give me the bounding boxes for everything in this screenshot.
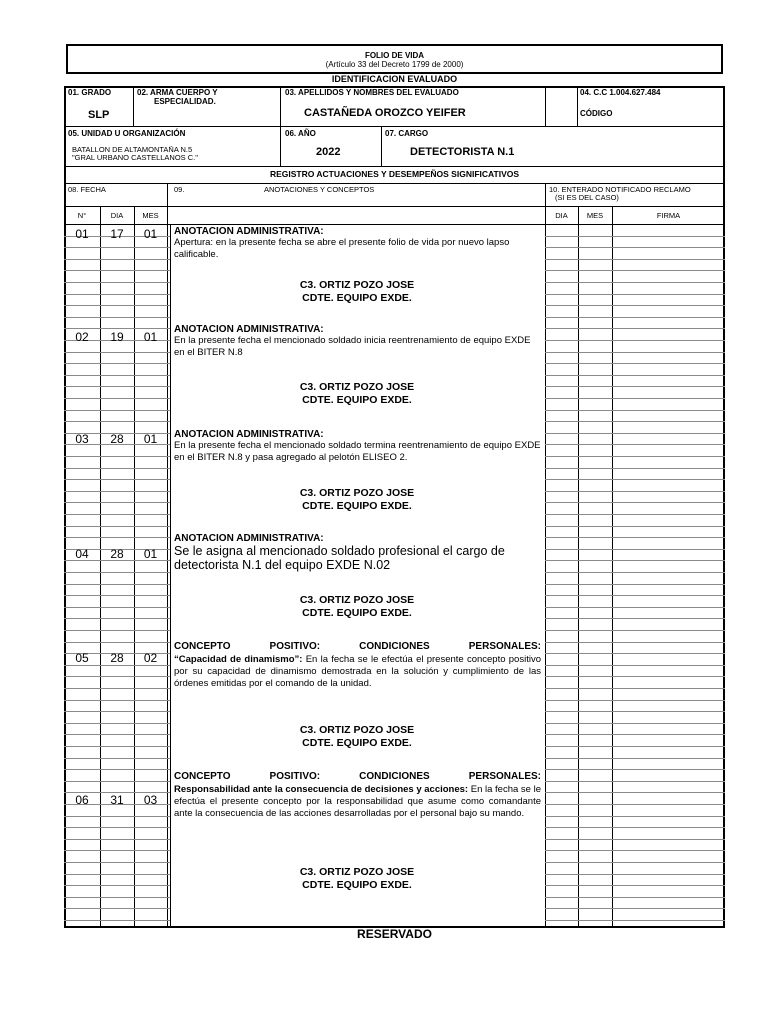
grid-line — [64, 259, 170, 260]
entry-day: 28 — [110, 651, 124, 665]
col-header-dia-2: DIA — [555, 211, 568, 220]
entry-body-text: Se le asigna al mencionado soldado profesional el cargo de detectorista N.1 del equipo EXDE N.02 — [174, 544, 505, 572]
entry-month: 01 — [143, 547, 158, 561]
grid-line — [64, 769, 170, 770]
unidad-value-2: "GRAL URBANO CASTELLANOS C." — [72, 154, 198, 162]
entry-title: ANOTACION ADMINISTRATIVA: — [174, 324, 324, 335]
entry-body-text: En la presente fecha el mencionado soldado inicia reentrenamiento de equipo EXDE en el BITER N.8 — [174, 335, 531, 358]
grid-line — [545, 908, 725, 909]
grid-line — [64, 584, 170, 585]
table-col-line — [170, 224, 171, 928]
signature-role: CDTE. EQUIPO EXDE. — [302, 737, 412, 749]
entry-day: 19 — [110, 330, 124, 344]
grid-line — [64, 676, 170, 677]
signature-name: C3. ORTIZ POZO JOSE — [299, 866, 415, 878]
grid-line — [64, 363, 170, 364]
anotaciones-label: ANOTACIONES Y CONCEPTOS — [264, 185, 375, 194]
grid-line — [64, 688, 170, 689]
col-divider — [280, 86, 281, 166]
entry-day: 31 — [110, 793, 124, 807]
arma-label-2: ESPECIALIDAD. — [154, 97, 216, 106]
grid-line — [64, 874, 170, 875]
grid-line — [545, 653, 725, 654]
entry-number: 01 — [75, 227, 89, 241]
entry-month: 02 — [143, 651, 158, 665]
entry-number: 06 — [75, 793, 89, 807]
grid-line — [545, 723, 725, 724]
grid-line — [545, 688, 725, 689]
grid-line — [545, 444, 725, 445]
grid-line — [545, 758, 725, 759]
signature-role: CDTE. EQUIPO EXDE. — [302, 500, 412, 512]
grid-line — [545, 294, 725, 295]
grid-line — [545, 491, 725, 492]
grid-line — [64, 468, 170, 469]
entry-month: 01 — [143, 432, 158, 446]
entry-body-text: En la presente fecha el mencionado soldado termina reentrenamiento de equipo EXDE en el BITER N.8 y pasa agregado al pelotón ELISEO 2. — [174, 440, 541, 463]
grid-line — [545, 514, 725, 515]
grid-line — [64, 386, 170, 387]
ano-value: 2022 — [316, 146, 341, 158]
grid-line — [64, 758, 170, 759]
grid-line — [545, 386, 725, 387]
enterado-label: 10. ENTERADO NOTIFICADO RECLAMO — [549, 185, 691, 194]
entry-number: 05 — [75, 651, 89, 665]
grid-line — [64, 665, 170, 666]
row-divider — [64, 126, 725, 127]
grid-line — [64, 410, 170, 411]
grid-line — [545, 549, 725, 550]
grid-line — [64, 421, 170, 422]
ano-label: 06. AÑO — [285, 129, 316, 138]
grid-line — [545, 607, 725, 608]
col-header-mes-2: MES — [586, 211, 604, 220]
grid-line — [64, 850, 170, 851]
entry-day: 28 — [110, 432, 124, 446]
grid-line — [545, 792, 725, 793]
signature-name: C3. ORTIZ POZO JOSE — [299, 724, 415, 736]
section-identificacion: IDENTIFICACION EVALUADO — [331, 74, 458, 84]
grid-line — [64, 398, 170, 399]
entry-number: 03 — [75, 432, 89, 446]
col-divider — [545, 86, 546, 126]
cc-label: 04. C.C 1.004.627.484 — [580, 88, 661, 97]
col-header-n: N° — [77, 211, 87, 220]
grid-line — [545, 433, 725, 434]
grid-line — [545, 328, 725, 329]
entry-number: 02 — [75, 330, 89, 344]
entry-month: 01 — [143, 330, 158, 344]
grid-line — [64, 247, 170, 248]
grid-line — [545, 537, 725, 538]
grid-line — [545, 618, 725, 619]
arma-label: 02. ARMA CUERPO Y — [137, 88, 218, 97]
enterado-label-2: (SI ES DEL CASO) — [555, 193, 619, 202]
cargo-label: 07. CARGO — [385, 129, 429, 138]
grid-line — [545, 642, 725, 643]
grid-line — [545, 769, 725, 770]
grid-line — [545, 375, 725, 376]
grid-line — [64, 839, 170, 840]
nombres-value: CASTAÑEDA OROZCO YEIFER — [304, 107, 466, 119]
entry-title: ANOTACION ADMINISTRATIVA: — [174, 226, 324, 237]
grid-line — [64, 885, 170, 886]
grid-line — [545, 305, 725, 306]
grid-line — [545, 502, 725, 503]
grid-line — [545, 781, 725, 782]
entry-month: 01 — [143, 227, 158, 241]
grid-line — [545, 421, 725, 422]
entry-day: 28 — [110, 547, 124, 561]
anotaciones-num: 09. — [174, 185, 185, 194]
grid-line — [545, 665, 725, 666]
entry-body — [174, 440, 541, 464]
row-divider — [64, 166, 725, 167]
grid-line — [545, 897, 725, 898]
grid-line — [64, 630, 170, 631]
grid-line — [545, 700, 725, 701]
signature-role: CDTE. EQUIPO EXDE. — [302, 879, 412, 891]
col-header-dia: DIA — [110, 211, 124, 220]
signature-role: CDTE. EQUIPO EXDE. — [302, 292, 412, 304]
grid-line — [545, 885, 725, 886]
row-divider — [64, 183, 725, 184]
grid-line — [545, 920, 725, 921]
grid-line — [545, 746, 725, 747]
grid-line — [64, 711, 170, 712]
fecha-label: 08. FECHA — [68, 185, 106, 194]
grid-line — [64, 305, 170, 306]
table-col-line — [612, 206, 613, 928]
grid-line — [545, 270, 725, 271]
entry-body — [174, 784, 541, 820]
grid-line — [64, 746, 170, 747]
table-col-line — [578, 206, 579, 928]
grid-line — [545, 247, 725, 248]
entry-body-text: Apertura: en la presente fecha se abre el presente folio de vida por nuevo lapso calificable. — [174, 237, 510, 260]
grid-line — [545, 236, 725, 237]
unidad-label: 05. UNIDAD U ORGANIZACIÓN — [68, 129, 186, 138]
grid-line — [64, 282, 170, 283]
grid-line — [64, 491, 170, 492]
grid-line — [545, 584, 725, 585]
grid-line — [64, 270, 170, 271]
signature-role: CDTE. EQUIPO EXDE. — [302, 394, 412, 406]
col-header-firma: FIRMA — [656, 211, 681, 220]
col-divider — [133, 86, 134, 126]
grid-line — [64, 294, 170, 295]
grid-line — [64, 700, 170, 701]
document-subtitle: (Artículo 33 del Decreto 1799 de 2000) — [325, 60, 464, 69]
col-divider — [381, 126, 382, 166]
grid-line — [64, 595, 170, 596]
col-header-mes: MES — [142, 211, 159, 220]
grado-value: SLP — [88, 109, 110, 121]
grid-line — [64, 908, 170, 909]
grid-line — [545, 479, 725, 480]
grid-line — [64, 537, 170, 538]
col-divider — [577, 86, 578, 126]
entry-title: CONCEPTO POSITIVO: CONDICIONES PERSONALES: — [174, 771, 541, 782]
grid-line — [64, 642, 170, 643]
cargo-value: DETECTORISTA N.1 — [410, 146, 515, 158]
entry-body — [174, 335, 541, 359]
grid-line — [545, 874, 725, 875]
grid-line — [64, 827, 170, 828]
grid-line — [545, 850, 725, 851]
signature-name: C3. ORTIZ POZO JOSE — [299, 381, 415, 393]
grid-line — [545, 630, 725, 631]
signature-name: C3. ORTIZ POZO JOSE — [299, 594, 415, 606]
grid-line — [64, 816, 170, 817]
entry-title: CONCEPTO POSITIVO: CONDICIONES PERSONALES: — [174, 641, 541, 652]
grid-line — [64, 781, 170, 782]
entry-body-text: En la fecha se le efectúa el presente concepto por la responsabilidad que asume como comandante ante la consecuencia de las acciones desarrolladas por el personal bajo su mando. — [174, 784, 541, 819]
entry-number: 04 — [75, 547, 89, 561]
entry-body-text: En la fecha se le efectúa el presente concepto positivo por su capacidad de dinamismo demostrada en la solución y cumplimiento de las órdenes emitidas por el comando de la unidad. — [174, 654, 541, 689]
document-title: FOLIO DE VIDA — [364, 51, 425, 60]
grado-label: 01. GRADO — [68, 88, 112, 97]
entry-body — [174, 654, 541, 690]
unidad-value-1: BATALLON DE ALTAMONTAÑA N.5 — [72, 146, 193, 154]
grid-line — [64, 734, 170, 735]
grid-line — [64, 526, 170, 527]
grid-line — [64, 375, 170, 376]
grid-line — [545, 317, 725, 318]
grid-line — [545, 804, 725, 805]
entry-title: ANOTACION ADMINISTRATIVA: — [174, 429, 324, 440]
nombres-label: 03. APELLIDOS Y NOMBRES DEL EVALUADO — [285, 88, 459, 97]
grid-line — [545, 816, 725, 817]
reservado-footer: RESERVADO — [357, 927, 432, 941]
signature-role: CDTE. EQUIPO EXDE. — [302, 607, 412, 619]
grid-line — [64, 723, 170, 724]
grid-line — [545, 456, 725, 457]
signature-name: C3. ORTIZ POZO JOSE — [299, 279, 415, 291]
grid-line — [64, 514, 170, 515]
table-col-line — [100, 206, 101, 928]
grid-line — [64, 618, 170, 619]
grid-line — [64, 862, 170, 863]
grid-line — [545, 352, 725, 353]
grid-line — [545, 862, 725, 863]
grid-line — [64, 456, 170, 457]
grid-line — [545, 572, 725, 573]
grid-line — [64, 317, 170, 318]
entry-body — [174, 544, 541, 572]
grid-line — [64, 352, 170, 353]
grid-line — [64, 328, 170, 329]
signature-name: C3. ORTIZ POZO JOSE — [299, 487, 415, 499]
grid-line — [545, 363, 725, 364]
grid-line — [64, 607, 170, 608]
registro-title: REGISTRO ACTUACIONES Y DESEMPEÑOS SIGNIFICATIVOS — [269, 169, 520, 179]
entry-body — [174, 237, 541, 261]
grid-line — [545, 526, 725, 527]
grid-line — [545, 410, 725, 411]
entry-body-lead: “Capacidad de dinamismo”: — [174, 654, 303, 665]
grid-line — [545, 340, 725, 341]
entry-day: 17 — [110, 227, 124, 241]
grid-line — [545, 259, 725, 260]
grid-line — [64, 897, 170, 898]
grid-line — [545, 560, 725, 561]
grid-line — [64, 920, 170, 921]
grid-line — [545, 282, 725, 283]
grid-line — [545, 595, 725, 596]
grid-line — [64, 479, 170, 480]
grid-line — [545, 734, 725, 735]
grid-line — [545, 839, 725, 840]
grid-line — [545, 398, 725, 399]
entry-month: 03 — [143, 793, 158, 807]
codigo-label: CÓDIGO — [580, 109, 613, 118]
grid-line — [545, 827, 725, 828]
row-divider — [64, 206, 725, 207]
grid-line — [545, 468, 725, 469]
grid-line — [545, 676, 725, 677]
entry-title: ANOTACION ADMINISTRATIVA: — [174, 533, 324, 544]
grid-line — [64, 572, 170, 573]
entry-body-lead: Responsabilidad ante la consecuencia de decisiones y acciones: — [174, 784, 469, 795]
grid-line — [545, 711, 725, 712]
row-divider — [64, 224, 725, 225]
table-col-line — [134, 206, 135, 928]
grid-line — [64, 502, 170, 503]
